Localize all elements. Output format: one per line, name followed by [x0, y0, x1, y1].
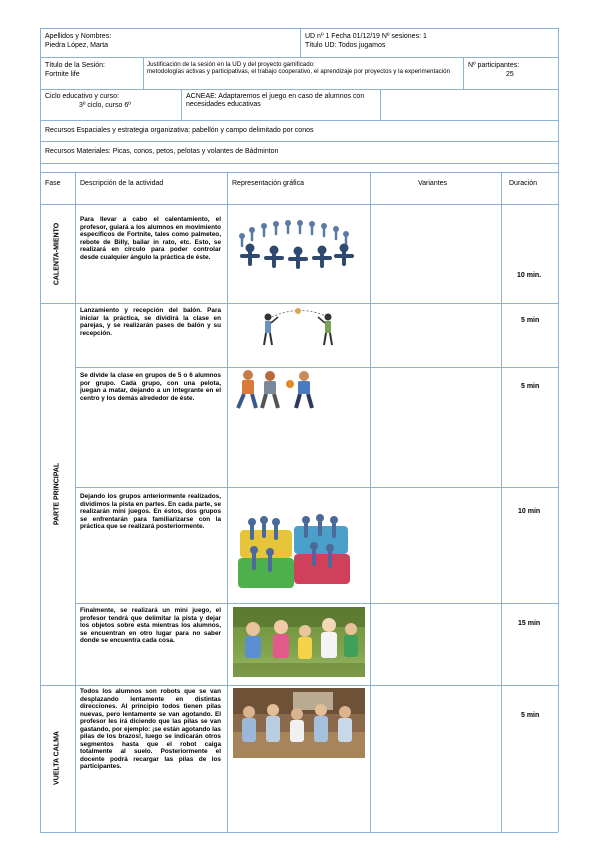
table-border	[40, 172, 558, 173]
table-border	[75, 603, 558, 604]
people-circle-icon	[232, 220, 364, 272]
header-phase: Fase	[45, 180, 61, 187]
classroom-photo	[233, 688, 365, 758]
cycle-value: 3º ciclo, curso 6º	[79, 102, 131, 109]
table-border	[501, 172, 502, 832]
activity-description: Se divide la clase en grupos de 5 o 6 alumnos por grupo. Cada grupo, con una pelota, juegan a matar, dejando a un integrante en el centro y los demás alrededor de éste.	[80, 372, 221, 402]
table-border	[463, 57, 464, 89]
name-value: Piedra López, Marta	[45, 42, 109, 49]
table-border	[40, 57, 558, 58]
cycle-label: Ciclo educativo y curso:	[45, 93, 119, 100]
table-border	[380, 89, 381, 120]
table-border	[40, 685, 558, 686]
activity-description: Dejando los grupos anteriormente realizados, dividimos la pista en partes. En cada parte, se realizarán mini juegos. En éstos, dos grupos se enfrentarán para familiarizarse con la práctica que se realizará posteriormente.	[80, 493, 221, 530]
spatial-resources: Recursos Espaciales y estrategia organizativa: pabellón y campo delimitado por conos	[45, 127, 314, 134]
table-border	[75, 172, 76, 832]
table-border	[40, 163, 558, 164]
session-title-label: Título de la Sesión:	[45, 62, 105, 69]
activity-duration: 5 min	[521, 712, 540, 719]
phase-cooldown: VUELTA CALMA	[53, 731, 61, 785]
ball-pass-icon	[258, 305, 338, 349]
activity-duration: 10 min	[518, 508, 541, 515]
table-border	[40, 89, 558, 90]
header-graphic: Representación gráfica	[232, 180, 304, 187]
puzzle-teams-icon	[234, 514, 358, 592]
header-duration: Duración	[509, 180, 538, 187]
activity-duration: 15 min	[518, 620, 541, 627]
table-border	[40, 303, 558, 304]
table-border	[40, 28, 41, 832]
table-border	[227, 172, 228, 832]
activity-description: Para llevar a cabo el calentamiento, el profesor, guiará a los alumnos en movimiento específicos de Fortnite, tales como palmeteo, rebote de Billy, bailar in rato, etc. Esto, se realizará en círculo para poder controlar desde cualquier ángulo la práctica de éste.	[80, 216, 221, 261]
phase-main: PARTE PRINCIPAL	[53, 462, 61, 526]
table-border	[370, 172, 371, 832]
activity-description: Lanzamiento y recepción del balón. Para iniciar la práctica, se dividirá la clase en parejas, y se realizarán pases de balón y su recepción.	[80, 307, 221, 337]
header-description: Descripción de la actividad	[80, 180, 164, 187]
table-border	[558, 28, 559, 832]
kids-playing-icon	[234, 368, 320, 414]
session-title-value: Fortnite life	[45, 71, 80, 78]
activity-description: Todos los alumnos son robots que se van desplazando lentamente en distintas direcciones. Al principio todos tienen pilas nuevas, pero lentamente se van agotando. El profesor les irá diciendo que las pilas se van gastando, por ejemplo: ¡se están agotando las pilas de los brazos!, luego se indicarán otros segmentos hasta que el robot caiga totalmente al suelo. Posteriormente el docente podrá recargar las pilas de los participantes.	[80, 688, 221, 770]
participants-value: 25	[506, 71, 514, 78]
justification-text: metodologías activas y participativas, el trabajo cooperativo, el aprendizaje por proyectos y la experimentación	[147, 68, 451, 75]
table-border	[143, 57, 144, 89]
material-resources: Recursos Materiales: Picas, conos, petos, pelotas y volantes de Bádminton	[45, 148, 279, 155]
children-photo	[233, 607, 365, 677]
activity-duration: 10 min.	[517, 272, 542, 279]
ud-info: UD nº 1 Fecha 01/12/19 Nº sesiones: 1	[305, 33, 427, 40]
name-label: Apellidos y Nombres:	[45, 33, 112, 40]
table-border	[40, 28, 558, 29]
table-border	[300, 28, 301, 57]
table-border	[181, 89, 182, 120]
table-border	[40, 204, 558, 205]
participants-label: Nº participantes:	[468, 62, 520, 69]
acneae-text: ACNEAE: Adaptaremos el juego en caso de alumnos con necesidades educativas	[186, 93, 365, 109]
table-border	[75, 487, 558, 488]
activity-duration: 5 min	[521, 317, 540, 324]
justification-label: Justificación de la sesión en la UD y del proyecto gamificado:	[147, 61, 315, 68]
activity-duration: 5 min	[521, 383, 540, 390]
table-border	[40, 120, 558, 121]
activity-description: Finalmente, se realizará un mini juego, el profesor tendrá que delimitar la pista y dejar los objetos sobre esta mientras los alumnos, se encuentran en otro lugar para no saber donde se encuentra cada cosa.	[80, 607, 221, 644]
phase-warmup: CALENTA-MIENTO	[53, 222, 61, 286]
table-border	[40, 832, 558, 833]
header-variants: Variantes	[418, 180, 448, 187]
ud-title: Título UD: Todos jugamos	[305, 42, 386, 49]
table-border	[40, 141, 558, 142]
